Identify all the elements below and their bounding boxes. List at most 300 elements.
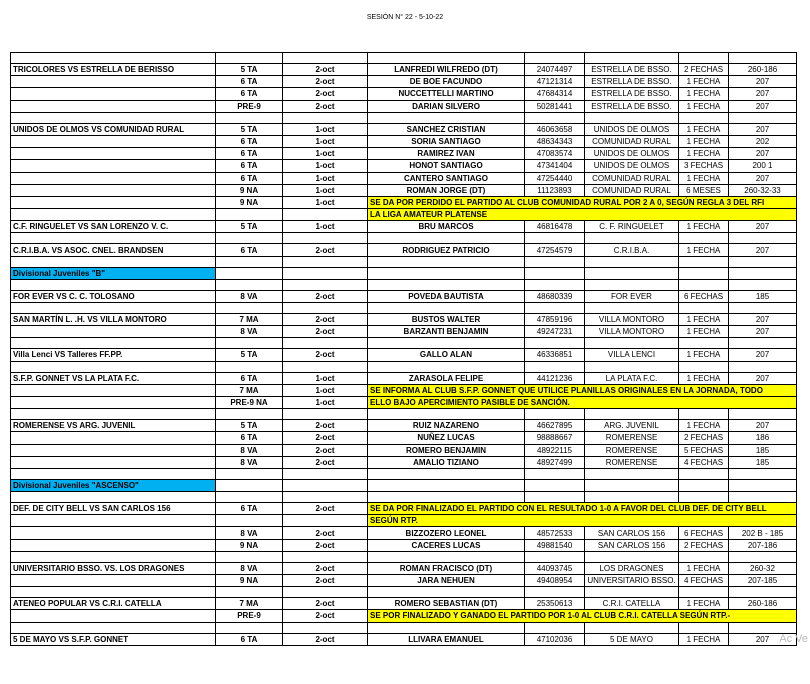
article-cell: 207 xyxy=(729,349,797,361)
category-cell: 9 NA xyxy=(216,184,283,196)
category-cell xyxy=(216,209,283,221)
article-cell: 260-32 xyxy=(729,562,797,574)
empty-cell xyxy=(216,361,283,372)
sanction-row xyxy=(11,633,797,645)
empty-cell xyxy=(525,112,585,123)
sanction-cell: 1 FECHA xyxy=(679,633,729,645)
empty-cell xyxy=(216,492,283,503)
player-cell: ROMERO BENJAMIN xyxy=(368,444,525,456)
article-cell: 200 1 xyxy=(729,160,797,172)
date-cell: 1-oct xyxy=(283,372,368,384)
dni-cell: 49881540 xyxy=(525,539,585,551)
category-cell: 9 NA xyxy=(216,575,283,587)
club-cell: UNIVERSITARIO BSSO. xyxy=(585,575,679,587)
empty-cell xyxy=(216,279,283,290)
empty-cell xyxy=(585,479,679,491)
article-cell: 185 xyxy=(729,456,797,468)
empty-cell xyxy=(216,479,283,491)
date-cell: 2-oct xyxy=(283,326,368,338)
empty-cell xyxy=(11,587,216,598)
match-cell xyxy=(11,135,216,147)
date-cell: 2-oct xyxy=(283,503,368,515)
empty-cell xyxy=(679,112,729,123)
club-cell: COMUNIDAD RURAL xyxy=(585,135,679,147)
empty-cell xyxy=(368,53,525,64)
empty-cell xyxy=(525,53,585,64)
match-cell xyxy=(11,76,216,88)
match-cell xyxy=(11,172,216,184)
sanction-row xyxy=(11,64,797,76)
empty-cell xyxy=(729,112,797,123)
date-cell: 1-oct xyxy=(283,184,368,196)
player-cell: NUÑEZ LUCAS xyxy=(368,432,525,444)
club-cell: ESTRELLA DE BSSO. xyxy=(585,88,679,100)
section-header: Divisional Juveniles "ASCENSO" xyxy=(11,479,216,491)
player-cell: ROMAN JORGE (DT) xyxy=(368,184,525,196)
empty-cell xyxy=(11,492,216,503)
empty-cell xyxy=(525,479,585,491)
player-cell: BRU MARCOS xyxy=(368,221,525,233)
dni-cell: 47254579 xyxy=(525,244,585,256)
highlighted-note: SEGÚN RTP. xyxy=(368,515,797,527)
sanction-row xyxy=(11,148,797,160)
empty-cell xyxy=(11,338,216,349)
match-cell xyxy=(11,88,216,100)
date-cell: 2-oct xyxy=(283,432,368,444)
dni-cell: 48680339 xyxy=(525,290,585,302)
sanction-row xyxy=(11,244,797,256)
dni-cell: 50281441 xyxy=(525,100,585,112)
club-cell: C.R.I.B.A. xyxy=(585,244,679,256)
category-cell: 6 TA xyxy=(216,160,283,172)
player-cell: AMALIO TIZIANO xyxy=(368,456,525,468)
match-cell xyxy=(11,100,216,112)
sanction-row xyxy=(11,444,797,456)
match-cell xyxy=(11,148,216,160)
club-cell: LA PLATA F.C. xyxy=(585,372,679,384)
empty-cell xyxy=(679,479,729,491)
category-cell: 5 TA xyxy=(216,420,283,432)
empty-cell xyxy=(525,338,585,349)
player-cell: ROMERO SEBASTIAN (DT) xyxy=(368,598,525,610)
category-cell: 6 TA xyxy=(216,432,283,444)
date-cell: 2-oct xyxy=(283,314,368,326)
sanction-row xyxy=(11,160,797,172)
empty-cell xyxy=(729,338,797,349)
dni-cell: 46063658 xyxy=(525,123,585,135)
category-cell: PRE-9 xyxy=(216,100,283,112)
sanction-row xyxy=(11,575,797,587)
sanction-row xyxy=(11,123,797,135)
note-row xyxy=(11,196,797,208)
empty-cell xyxy=(11,303,216,314)
empty-cell xyxy=(585,256,679,267)
empty-cell xyxy=(283,409,368,420)
date-cell: 1-oct xyxy=(283,221,368,233)
date-cell: 2-oct xyxy=(283,88,368,100)
empty-cell xyxy=(729,279,797,290)
player-cell: HONOT SANTIAGO xyxy=(368,160,525,172)
empty-cell xyxy=(283,587,368,598)
empty-cell xyxy=(368,233,525,244)
club-cell: SAN CARLOS 156 xyxy=(585,527,679,539)
article-cell: 207 xyxy=(729,314,797,326)
club-cell: FOR EVER xyxy=(585,290,679,302)
category-cell: 6 TA xyxy=(216,172,283,184)
match-cell: C.R.I.B.A. VS ASOC. CNEL. BRANDSEN xyxy=(11,244,216,256)
article-cell: 185 xyxy=(729,290,797,302)
sanction-cell: 4 FECHAS xyxy=(679,575,729,587)
article-cell: 207 xyxy=(729,221,797,233)
article-cell: 260-186 xyxy=(729,598,797,610)
sanction-cell: 1 FECHA xyxy=(679,148,729,160)
empty-cell xyxy=(216,338,283,349)
player-cell: BUSTOS WALTER xyxy=(368,314,525,326)
sanction-row xyxy=(11,290,797,302)
highlighted-note: LA LIGA AMATEUR PLATENSE xyxy=(368,209,797,221)
date-cell: 1-oct xyxy=(283,148,368,160)
match-cell xyxy=(11,326,216,338)
category-cell: 7 MA xyxy=(216,598,283,610)
date-cell: 1-oct xyxy=(283,196,368,208)
club-cell: ROMERENSE xyxy=(585,456,679,468)
empty-cell xyxy=(729,53,797,64)
date-cell xyxy=(283,515,368,527)
player-cell: GALLO ALAN xyxy=(368,349,525,361)
sanction-row xyxy=(11,598,797,610)
match-cell xyxy=(11,515,216,527)
dni-cell: 47341404 xyxy=(525,160,585,172)
category-cell: 9 NA xyxy=(216,196,283,208)
player-cell: CANTERO SANTIAGO xyxy=(368,172,525,184)
date-cell: 1-oct xyxy=(283,172,368,184)
match-cell xyxy=(11,209,216,221)
sanction-cell: 4 FECHAS xyxy=(679,456,729,468)
article-cell: 185 xyxy=(729,444,797,456)
empty-cell xyxy=(729,361,797,372)
dni-cell: 47083574 xyxy=(525,148,585,160)
club-cell: ROMERENSE xyxy=(585,432,679,444)
match-cell xyxy=(11,396,216,408)
empty-cell xyxy=(216,256,283,267)
category-cell: PRE-9 NA xyxy=(216,396,283,408)
sanction-cell: 1 FECHA xyxy=(679,562,729,574)
empty-cell xyxy=(585,338,679,349)
empty-cell xyxy=(368,468,525,479)
sanction-row xyxy=(11,88,797,100)
match-cell xyxy=(11,160,216,172)
match-cell xyxy=(11,527,216,539)
category-cell: 8 VA xyxy=(216,444,283,456)
sanction-cell: 6 MESES xyxy=(679,184,729,196)
empty-cell xyxy=(729,492,797,503)
player-cell: SANCHEZ CRISTIAN xyxy=(368,123,525,135)
empty-cell xyxy=(216,551,283,562)
sanction-cell: 1 FECHA xyxy=(679,244,729,256)
highlighted-note: SE DA POR PERDIDO EL PARTIDO AL CLUB COMUNIDAD RURAL POR 2 A 0, SEGÚN REGLA 3 DEL RFI xyxy=(368,196,797,208)
article-cell: 207 xyxy=(729,88,797,100)
article-cell: 260-186 xyxy=(729,64,797,76)
empty-cell xyxy=(679,233,729,244)
empty-cell xyxy=(585,492,679,503)
sanction-row xyxy=(11,100,797,112)
category-cell: 8 VA xyxy=(216,456,283,468)
empty-cell xyxy=(679,303,729,314)
empty-cell xyxy=(216,622,283,633)
empty-cell xyxy=(729,409,797,420)
sanction-cell: 6 FECHAS xyxy=(679,527,729,539)
club-cell: COMUNIDAD RURAL xyxy=(585,184,679,196)
category-cell: 6 TA xyxy=(216,372,283,384)
date-cell: 1-oct xyxy=(283,384,368,396)
empty-row xyxy=(11,233,797,244)
empty-cell xyxy=(679,409,729,420)
date-cell: 2-oct xyxy=(283,633,368,645)
empty-cell xyxy=(729,551,797,562)
empty-row xyxy=(11,551,797,562)
match-cell: ROMERENSE VS ARG. JUVENIL xyxy=(11,420,216,432)
player-cell: POVEDA BAUTISTA xyxy=(368,290,525,302)
empty-cell xyxy=(525,256,585,267)
article-cell: 207 xyxy=(729,326,797,338)
empty-cell xyxy=(525,468,585,479)
sanction-row xyxy=(11,314,797,326)
empty-cell xyxy=(368,279,525,290)
section-header-row xyxy=(11,479,797,491)
empty-cell xyxy=(585,622,679,633)
empty-cell xyxy=(216,267,283,279)
category-cell: 8 VA xyxy=(216,562,283,574)
empty-cell xyxy=(585,409,679,420)
empty-cell xyxy=(729,479,797,491)
category-cell: 6 TA xyxy=(216,88,283,100)
empty-cell xyxy=(216,303,283,314)
club-cell: ESTRELLA DE BSSO. xyxy=(585,76,679,88)
note-row xyxy=(11,610,797,622)
sanction-cell: 3 FECHAS xyxy=(679,160,729,172)
player-cell: BARZANTI BENJAMIN xyxy=(368,326,525,338)
empty-cell xyxy=(368,479,525,491)
player-cell: DE BOE FACUNDO xyxy=(368,76,525,88)
empty-cell xyxy=(368,112,525,123)
dni-cell: 48572533 xyxy=(525,527,585,539)
date-cell: 2-oct xyxy=(283,539,368,551)
match-cell: ATENEO POPULAR VS C.R.I. CATELLA xyxy=(11,598,216,610)
dni-cell: 48634343 xyxy=(525,135,585,147)
empty-cell xyxy=(283,233,368,244)
highlighted-note: SE POR FINALIZADO Y GANADO EL PARTIDO POR 1-0 AL CLUB C.R.I. CATELLA SEGÚN RTP.- xyxy=(368,610,797,622)
section-header-row xyxy=(11,267,797,279)
dni-cell: 47121314 xyxy=(525,76,585,88)
sanction-row xyxy=(11,527,797,539)
date-cell: 1-oct xyxy=(283,123,368,135)
category-cell: 6 TA xyxy=(216,244,283,256)
sanction-row xyxy=(11,326,797,338)
dni-cell: 49408954 xyxy=(525,575,585,587)
empty-cell xyxy=(585,267,679,279)
match-cell: UNIVERSITARIO BSSO. VS. LOS DRAGONES xyxy=(11,562,216,574)
empty-cell xyxy=(216,233,283,244)
club-cell: UNIDOS DE OLMOS xyxy=(585,160,679,172)
sanction-row xyxy=(11,349,797,361)
sanction-cell: 1 FECHA xyxy=(679,135,729,147)
match-cell xyxy=(11,444,216,456)
club-cell: ROMERENSE xyxy=(585,444,679,456)
sanction-cell: 1 FECHA xyxy=(679,76,729,88)
article-cell: 260-32-33 xyxy=(729,184,797,196)
category-cell: 7 MA xyxy=(216,384,283,396)
article-cell: 207 xyxy=(729,244,797,256)
empty-cell xyxy=(525,303,585,314)
empty-cell xyxy=(216,409,283,420)
empty-cell xyxy=(368,551,525,562)
sanction-cell: 1 FECHA xyxy=(679,123,729,135)
highlighted-note: ELLO BAJO APERCIMIENTO PASIBLE DE SANCIÓN. xyxy=(368,396,797,408)
sanction-row xyxy=(11,432,797,444)
empty-cell xyxy=(216,468,283,479)
player-cell: ZARASOLA FELIPE xyxy=(368,372,525,384)
club-cell: C. F. RINGUELET xyxy=(585,221,679,233)
empty-cell xyxy=(283,492,368,503)
sanction-row xyxy=(11,172,797,184)
empty-cell xyxy=(283,53,368,64)
sanction-cell: 1 FECHA xyxy=(679,314,729,326)
dni-cell: 46816478 xyxy=(525,221,585,233)
player-cell: RAMIREZ IVAN xyxy=(368,148,525,160)
player-cell: DARIAN SILVERO xyxy=(368,100,525,112)
category-cell: 6 TA xyxy=(216,148,283,160)
category-cell: 6 TA xyxy=(216,633,283,645)
club-cell: VILLA LENCI xyxy=(585,349,679,361)
date-cell: 2-oct xyxy=(283,444,368,456)
empty-cell xyxy=(11,622,216,633)
article-cell: 207 xyxy=(729,100,797,112)
empty-cell xyxy=(585,112,679,123)
empty-cell xyxy=(283,468,368,479)
empty-cell xyxy=(585,587,679,598)
sanction-cell: 1 FECHA xyxy=(679,88,729,100)
dni-cell: 46336851 xyxy=(525,349,585,361)
note-row xyxy=(11,209,797,221)
empty-cell xyxy=(11,468,216,479)
section-header: Divisional Juveniles "B" xyxy=(11,267,216,279)
category-cell: 6 TA xyxy=(216,135,283,147)
empty-cell xyxy=(368,361,525,372)
date-cell: 2-oct xyxy=(283,456,368,468)
empty-cell xyxy=(368,338,525,349)
sanction-row xyxy=(11,420,797,432)
dni-cell: 47254440 xyxy=(525,172,585,184)
empty-cell xyxy=(729,233,797,244)
empty-row xyxy=(11,587,797,598)
sanction-cell: 5 FECHAS xyxy=(679,444,729,456)
match-cell: 5 DE MAYO VS S.F.P. GONNET xyxy=(11,633,216,645)
article-cell: 207 xyxy=(729,148,797,160)
sanction-cell: 1 FECHA xyxy=(679,372,729,384)
dni-cell: 48922115 xyxy=(525,444,585,456)
empty-cell xyxy=(729,267,797,279)
date-cell: 2-oct xyxy=(283,598,368,610)
sanction-row xyxy=(11,562,797,574)
empty-cell xyxy=(11,256,216,267)
empty-cell xyxy=(679,361,729,372)
empty-row xyxy=(11,338,797,349)
player-cell: SORIA SANTIAGO xyxy=(368,135,525,147)
empty-cell xyxy=(585,233,679,244)
club-cell: VILLA MONTORO xyxy=(585,326,679,338)
note-row xyxy=(11,503,797,515)
sanction-cell: 1 FECHA xyxy=(679,100,729,112)
empty-cell xyxy=(729,303,797,314)
empty-cell xyxy=(368,303,525,314)
article-cell: 186 xyxy=(729,432,797,444)
empty-row xyxy=(11,409,797,420)
category-cell: 7 MA xyxy=(216,314,283,326)
empty-cell xyxy=(216,112,283,123)
club-cell: COMUNIDAD RURAL xyxy=(585,172,679,184)
match-cell: C.F. RINGUELET VS SAN LORENZO V. C. xyxy=(11,221,216,233)
date-cell: 2-oct xyxy=(283,100,368,112)
empty-cell xyxy=(11,361,216,372)
empty-cell xyxy=(729,256,797,267)
match-cell: DEF. DE CITY BELL VS SAN CARLOS 156 xyxy=(11,503,216,515)
empty-cell xyxy=(679,256,729,267)
club-cell: UNIDOS DE OLMOS xyxy=(585,123,679,135)
empty-cell xyxy=(216,587,283,598)
empty-cell xyxy=(368,267,525,279)
club-cell: C.R.I. CATELLA xyxy=(585,598,679,610)
club-cell: ESTRELLA DE BSSO. xyxy=(585,100,679,112)
club-cell: ESTRELLA DE BSSO. xyxy=(585,64,679,76)
empty-cell xyxy=(679,53,729,64)
empty-cell xyxy=(679,279,729,290)
category-cell: 9 NA xyxy=(216,539,283,551)
empty-cell xyxy=(585,303,679,314)
empty-cell xyxy=(368,587,525,598)
empty-cell xyxy=(679,468,729,479)
article-cell: 207 xyxy=(729,372,797,384)
player-cell: ROMAN FRACISCO (DT) xyxy=(368,562,525,574)
match-cell xyxy=(11,184,216,196)
match-cell: Villa Lenci VS Talleres FF.PP. xyxy=(11,349,216,361)
dni-cell: 47102036 xyxy=(525,633,585,645)
empty-cell xyxy=(11,409,216,420)
empty-row xyxy=(11,303,797,314)
club-cell: VILLA MONTORO xyxy=(585,314,679,326)
empty-cell xyxy=(11,53,216,64)
sanction-cell: 6 FECHAS xyxy=(679,290,729,302)
highlighted-note: SE DA POR FINALIZADO EL PARTIDO CON EL RESULTADO 1-0 A FAVOR DEL CLUB DEF. DE CITY BELL xyxy=(368,503,797,515)
empty-cell xyxy=(585,361,679,372)
empty-row xyxy=(11,622,797,633)
empty-cell xyxy=(525,409,585,420)
club-cell: SAN CARLOS 156 xyxy=(585,539,679,551)
match-cell: TRICOLORES VS ESTRELLA DE BERISSO xyxy=(11,64,216,76)
dni-cell: 11123893 xyxy=(525,184,585,196)
date-cell: 1-oct xyxy=(283,135,368,147)
player-cell: NUCCETTELLI MARTINO xyxy=(368,88,525,100)
empty-cell xyxy=(525,279,585,290)
match-cell: UNIDOS DE OLMOS VS COMUNIDAD RURAL xyxy=(11,123,216,135)
category-cell: 6 TA xyxy=(216,76,283,88)
empty-cell xyxy=(368,256,525,267)
club-cell: 5 DE MAYO xyxy=(585,633,679,645)
player-cell: RODRIGUEZ PATRICIO xyxy=(368,244,525,256)
empty-cell xyxy=(283,303,368,314)
sanction-cell: 1 FECHA xyxy=(679,349,729,361)
date-cell: 2-oct xyxy=(283,420,368,432)
sanction-row xyxy=(11,135,797,147)
